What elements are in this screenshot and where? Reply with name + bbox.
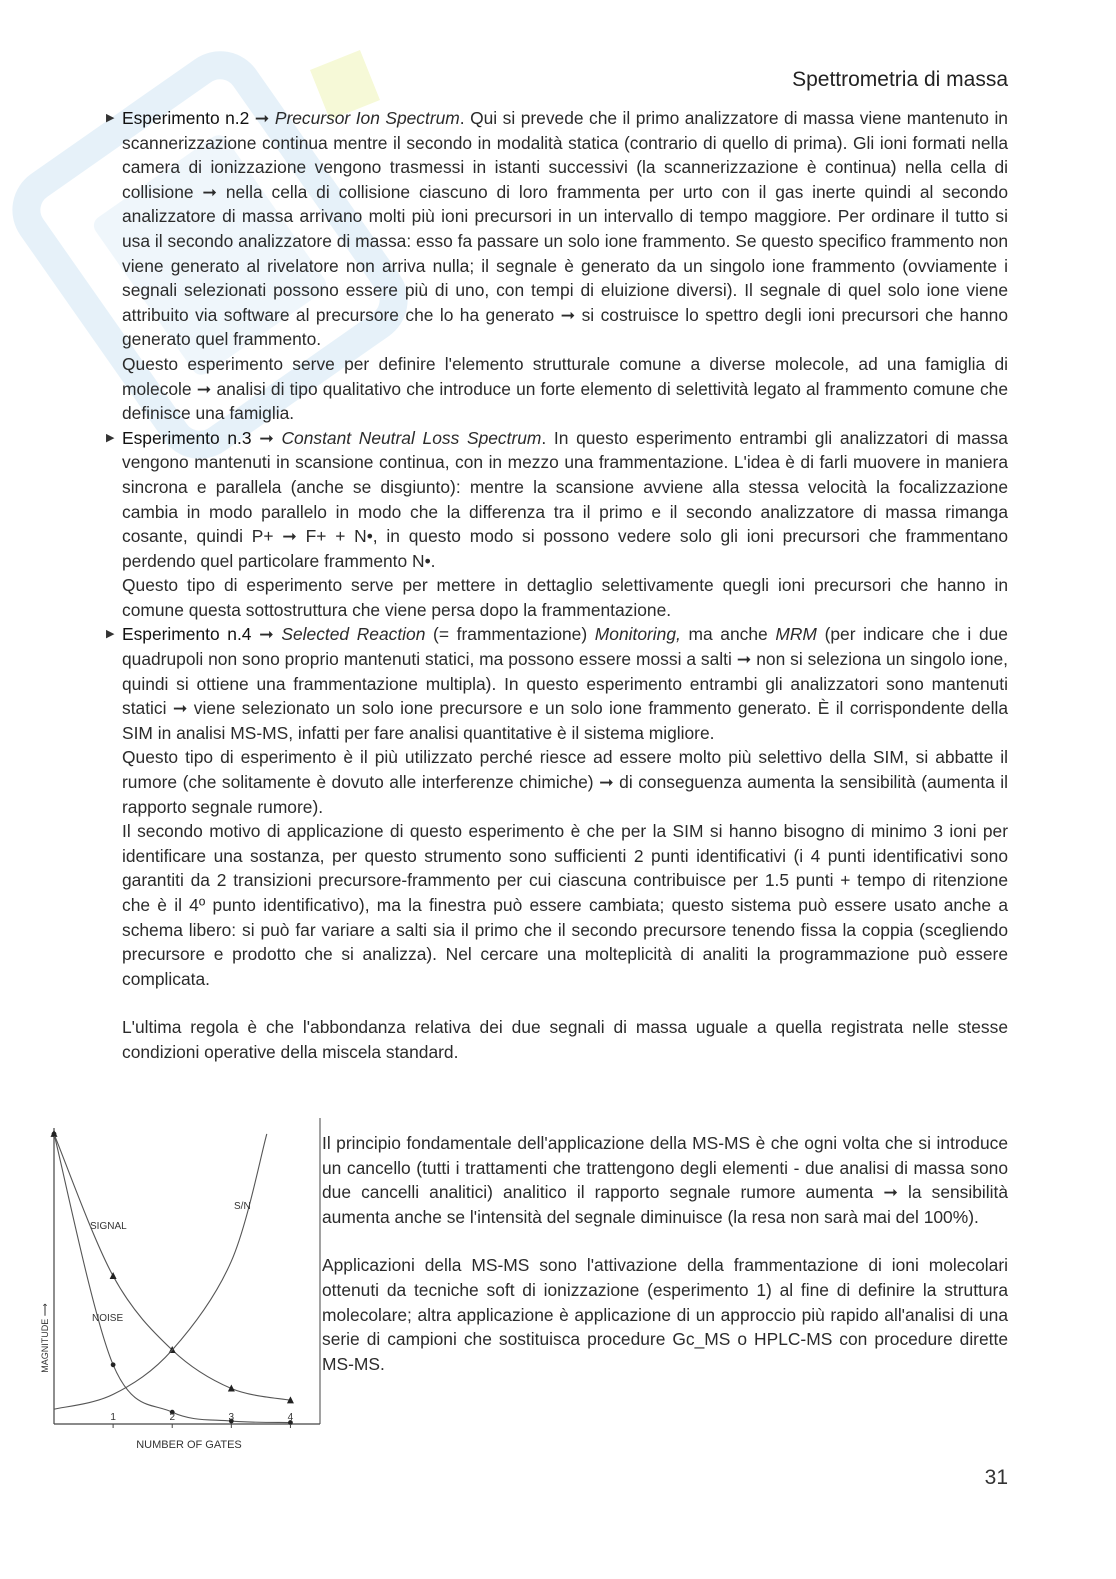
side-paragraph-1: Il principio fondamentale dell'applicazione della MS-MS è che ogni volta che si introduce un cancello (tutti i trattamenti che trattengono degli elementi - due analisi di massa sono due cancelli analitici) analitico il rapporto segnale rumore aumenta ➞ la sensibilità aumenta anche se l'intensità del segnale diminuisce (la resa non sarà mai del 100%). [322, 1133, 1008, 1227]
x-tick-label: 2 [169, 1412, 176, 1423]
signal-noise-chart [40, 1118, 324, 1468]
experiment-3-followup: Questo tipo di esperimento serve per mettere in dettaglio selettivamente quegli ioni precursori che hanno in comune questa sottostruttura che viene persa dopo la frammentazione. [122, 575, 1008, 620]
experiment-subtitle-rest: (= frammentazione) [425, 624, 595, 645]
experiment-subtitle-2: Monitoring, [594, 624, 681, 645]
data-point-noise [52, 1132, 57, 1137]
page-header: Spettrometria di massa [792, 68, 1008, 91]
y-axis-title: MAGNITUDE ⟶ [40, 1303, 50, 1373]
bullet-icon: ▶ [106, 431, 115, 444]
series-line-signal [54, 1134, 290, 1400]
experiment-title: Esperimento n.4 [122, 624, 252, 645]
main-content [104, 106, 1008, 1065]
spacer [104, 991, 1008, 1015]
experiment-2-followup: Questo esperimento serve per definire l'elemento strutturale comune a diverse molecole, ad una famiglia di molecole ➞ analisi di tipo qualitativo che introduce un forte elemento di selettività legato al frammento comune che definisce una famiglia. [122, 353, 1008, 424]
experiment-3 [104, 426, 1008, 574]
bullet-icon: ▶ [106, 112, 115, 124]
page-number: 31 [984, 1466, 1008, 1489]
series-label-signal: SIGNAL [90, 1221, 127, 1232]
experiment-title: Esperimento n.2 [122, 108, 250, 128]
arrow-icon: ➞ [254, 108, 270, 128]
side-text [322, 1131, 1008, 1400]
experiment-title: Esperimento n.3 [122, 427, 252, 448]
x-tick-label: 3 [228, 1412, 235, 1423]
side-paragraph-2: Applicazioni della MS-MS sono l'attivazione della frammentazione di ioni molecolari ottenuti da tecniche soft di ionizzazione (esperimento 1) al fine di definire la struttura molecolare; altra applicazione è applicazione di un approccio più rapido all'analisi di una serie di campioni che sostituisca procedure Gc_MS o HPLC-MS con procedure dirette MS-MS. [322, 1255, 1008, 1374]
experiment-4 [104, 622, 1008, 745]
experiment-text: . In questo esperimento entrambi gli analizzatori di massa vengono mantenuti in scansione continua, con in mezzo una frammentazione. L'idea è di farli muovere in maniera sincrona e parallela (anche se disgiunto): mentre la scansione avviene alla stessa velocità la focalizzazione cambia in modo parallelo in modo che la differenza tra il primo e il secondo analizzatore di massa rimanga cosante, quindi P+ ➞ F+ + N•, in questo modo si possono vedere solo gli ioni precursori che frammentano perdendo quel particolare frammento N•. [122, 427, 1008, 571]
experiment-subtitle: Precursor Ion Spectrum [274, 108, 460, 128]
experiment-subtitle: Selected Reaction [281, 624, 426, 645]
experiment-4-followup-2: Il secondo motivo di applicazione di questo esperimento è che per la SIM si hanno bisogno di minimo 3 ioni per identificare una sostanza, per questo strumento sono sufficienti 2 punti identificativi (i 4 punti identificativi sono garantiti da 2 transizioni precursore-frammento per cui ciascuna contribuisce per 1.5 punti + tempo di ritenzione che è il 4º punto identificativo), ma la finestra può essere cambiata; questo sistema può essere usato anche a schema libero: si può far variare a salti sia il primo che il secondo precursore tenendo fissa la coppia (scegliendo precursore e prodotto che si analizza). Nel cercare una molteplicità di analiti la programmazione può essere complicata. [122, 821, 1008, 989]
experiment-subtitle-3: MRM [775, 624, 817, 645]
data-point-noise [111, 1362, 116, 1367]
data-point-signal [110, 1272, 117, 1279]
series-label-noise: NOISE [92, 1313, 124, 1324]
experiment-text: . Qui si prevede che il primo analizzatore di massa viene mantenuto in scannerizzazione continua mentre il secondo in modalità statica (contrario di quello di prima). Gli ioni formati nella camera di ionizzazione vengono trasmessi in istanti successivi (la scannerizzazione è continua) nella cella di collisione ➞ nella cella di collisione ciascuno di loro frammenta per urto con il gas inerte quindi al secondo analizzatore di massa arrivano molti più ioni precursori in un intervallo di tempo maggiore. Per ordinare il tutto si usa il secondo analizzatore di massa: esso fa passare un solo ione frammento. Se questo specifico frammento non viene generato al rivelatore non arriva nulla; il segnale è generato da un singolo ione frammento (ovviamente i segnali selezionati possono essere più di uno, con tempi di eluizione diversi). Il segnale di quel solo ione viene attribuito via software al precursore che lo ha generato ➞ si costruisce lo spettro degli ioni precursori che hanno generato quel frammento. [122, 108, 1008, 350]
x-axis-title: NUMBER OF GATES [136, 1439, 242, 1451]
experiment-text-a: ma anche [680, 624, 776, 645]
experiment-2 [104, 106, 1008, 352]
x-tick-label: 4 [287, 1412, 294, 1423]
experiment-subtitle: Constant Neutral Loss Spectrum [281, 427, 542, 448]
experiment-4-followup: Questo tipo di esperimento è il più utilizzato perché riesce ad essere molto più selettivo della SIM, si abbatte il rumore (che solitamente è dovuto alle interferenze chimiche) ➞ di conseguenza aumenta la sensibilità (aumenta il rapporto segnale rumore). [122, 747, 1008, 817]
bullet-icon: ▶ [106, 628, 115, 641]
x-tick-label: 1 [110, 1412, 116, 1423]
series-label-sn: S/N [234, 1201, 251, 1212]
closing-paragraph: L'ultima regola è che l'abbondanza relativa dei due segnali di massa uguale a quella registrata nelle stesse condizioni operative della miscela standard. [122, 1017, 1008, 1062]
experiment-text: (per indicare che i due quadrupoli non sono proprio mantenuti statici, ma possono essere mossi a salti ➞ non si seleziona un singolo ione, quindi si ottiene una frammentazione multipla). In questo esperimento entrambi gli analizzatori sono mantenuti statici ➞ viene selezionato un solo ione precursore e un solo ione frammento generato. È il corrispondente della SIM in analisi MS-MS, infatti per fare analisi quantitative è il sistema migliore. [122, 624, 1008, 743]
arrow-icon: ➞ [259, 427, 274, 448]
series-line-noise [54, 1134, 290, 1423]
arrow-icon: ➞ [259, 624, 274, 645]
